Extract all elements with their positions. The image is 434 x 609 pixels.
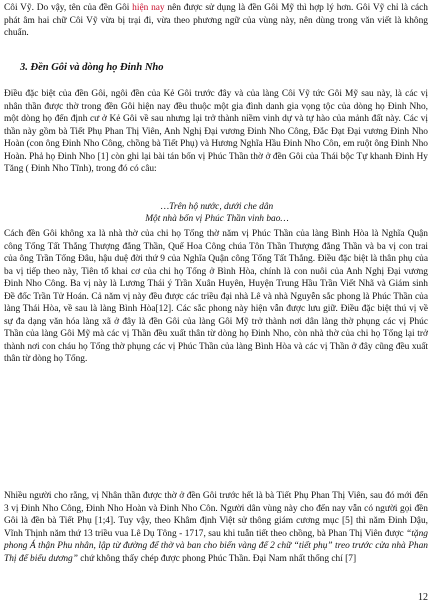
paragraph-2: Cách đền Gôi không xa là nhà thờ của chi họ Tống thờ năm vị Phúc Thần của làng Bình Hòa là Nghĩa Quận công Tống Tất Thắng Thượng đẳng Thần, Quế Hoa Công chúa Tôn Thần Thượng đẳng Thần và ba vị con trai của ông Trần Tống Đâu, hậu duệ đời thứ 9 của Nghĩa Quận công Tống Tất Thắng. Điều đặc biệt là thân phụ của ba vị tiếp theo này, Tiên tổ khai cơ của chi họ Tống ở Bình Hòa, chính là con nuôi của Anh Nghị Đại vương Đinh Nho Công. Ba vị này là Lương Thái ý Trần Xuân Huyên, Huyện Trung Hầu Trần Viết Nhã và Giám sinh Đề đốc Trần Tử Hoán. Cả năm vị này đều được các triều đại nhà Lê và nhà Nguyễn sắc phong là Phúc Thần của làng Thái Hòa, về sau là làng Bình Hòa[12]. Các sắc phong này hiện vẫn được lưu giữ. Điều đặc biệt thú vị về sự đa dạng văn hóa làng xã ở đây là đền Gôi của làng Gôi Mỹ trở thành nơi dân làng thờ phụng các vị Phúc Thần của làng Gôi Mỹ mà các vị Thần đều xuất thân từ dòng họ Đinh Nho, còn nhà thờ của chi họ Tống lại trở thành nơi con cháu họ Tống thờ phụng các vị Phúc Thần của làng Bình Hòa và các vị Thần ở đây cũng đều xuất thân từ dòng họ Tống. — [4, 229, 428, 365]
intro-text-start: Côi Vỹ. Do vậy, tên của đền Gôi — [4, 3, 133, 13]
intro-text-end: nên được sử dụng là đền Gôi Mỹ thì hợp lý hơn. Gôi Vỹ chỉ là cách phát âm hai chữ Côi Vỹ vừa bị trại đi, vừa theo phương ngữ của vùng này, nên dùng trong văn viết là không chuẩn. — [4, 3, 428, 39]
intro-paragraph — [4, 2, 428, 40]
section-heading: 3. Đền Gôi và dòng họ Đinh Nho — [20, 62, 164, 73]
paragraph-3-text-end: chứ không thấy chép được phong Phúc Thần. Đại Nam nhất thống chí [7] — [77, 553, 357, 564]
verse-line-2: Một nhà bốn vị Phúc Thần vinh bao… — [145, 214, 289, 224]
page-number: 12 — [418, 592, 428, 603]
paragraph-3 — [4, 490, 428, 565]
verse-line-1: …Trên hộ nước, dưới che dân — [160, 202, 274, 212]
paragraph-3-text-start: Nhiều người cho rằng, vị Nhân thần được thờ ở đền Gôi trước hết là bà Tiết Phụ Phan Thị Viên, sau đó mới đến 3 vị Đinh Nho Công, Đinh Nho Hoàn và Đinh Nho Côn. Người dân vùng này cho đến nay vẫn có người gọi đền Gôi là đền bà Tiết Phụ [1;4]. Tuy vậy, theo Khâm định Việt sử thông giám cương mục [5] thì năm Đinh Dậu, Vĩnh Thịnh năm thứ 13 triều vua Lê Dụ Tông - 1717, sau khi tuẫn tiết theo chồng, bà Phan Thị Viên được — [4, 491, 428, 539]
paragraph-3-quote: “tặng phong Á thận Phu nhân, lập từ đường để thờ và ban cho biển vàng để 2 chữ “tiết phụ” treo trước cửa nhà Phan Thị để biểu dương” — [4, 528, 428, 564]
paragraph-1: Điều đặc biệt của đền Gôi, ngôi đền của Kẻ Gôi trước đây và của làng Côi Vỹ tức Gôi Mỹ sau này, là các vị nhân thần được thờ trong đền Gôi hiện nay đều thuộc một gia đình danh gia vọng tộc của dòng họ Đinh Nho, một dòng họ đến định cư ở Kẻ Gôi về sau nhưng lại trở thành niềm vinh dự và tự hào của mảnh đất này. Các vị thần này gồm bà Tiết Phụ Phan Thị Viên, Anh Nghị Đại vương Đinh Nho Công, Đắc Đạt Đại vương Đinh Nho Hoàn (con ông Đinh Nho Công, chồng bà Tiết Phụ) và Hương Nghĩa Hầu Đinh Nho Côn, em ruột ông Đinh Nho Hoàn. Phả họ Đinh Nho [1] còn ghi lại bài tán bốn vị Phúc Thần thờ ở đền Gôi của Thái bộc Tự khanh Đinh Hy Tăng ( Đinh Nho Tĩnh), trong đó có câu: — [4, 89, 428, 175]
intro-highlight: hiện nay — [132, 3, 165, 13]
